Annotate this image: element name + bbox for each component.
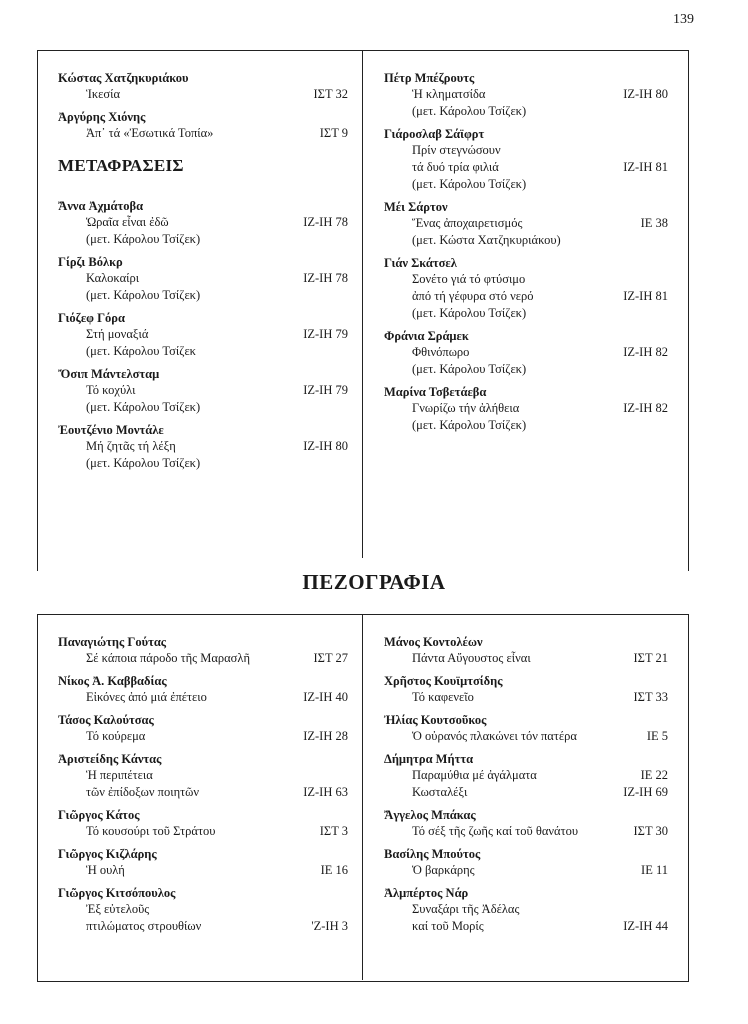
entry-issue-ref: ΙΣΤ 33 — [633, 690, 668, 704]
entry-author: Μαρίνα Τσβετάεβα — [384, 385, 487, 399]
entry-issue-ref: ΙΖ-ΙΗ 63 — [303, 785, 348, 799]
index-entry — [58, 885, 348, 935]
entry-line — [58, 270, 348, 287]
entry-author: Χρῆστος Κουϊμτσίδης — [384, 674, 503, 688]
entry-title: Ἕνας ἀποχαιρετισμός — [412, 216, 523, 230]
entry-line — [58, 689, 348, 706]
entry-author: Φράνια Σράμεκ — [384, 329, 469, 343]
entry-issue-ref: ΙΣΤ 30 — [633, 824, 668, 838]
entry-title: Καλοκαίρι — [86, 271, 140, 285]
entry-title: (μετ. Κάρολου Τσίζεκ) — [86, 456, 201, 470]
entry-line — [384, 215, 668, 232]
entry-line — [58, 862, 348, 879]
entry-author: Τάσος Καλούτσας — [58, 713, 154, 727]
index-entry — [384, 126, 668, 193]
entry-issue-ref: ΙΖ-ΙΗ 40 — [303, 690, 348, 704]
entry-title: Ὡραῖα εἶναι ἐδῶ — [86, 215, 169, 229]
entry-line — [58, 728, 348, 745]
entry-issue-ref: ΙΕ 22 — [640, 768, 668, 782]
entry-title: (μετ. Κάρολου Τσίζεκ) — [412, 362, 527, 376]
entry-title: Σέ κάποια πάροδο τῆς Μαρασλῆ — [86, 651, 251, 665]
entry-line — [384, 344, 668, 361]
index-entry — [384, 384, 668, 434]
index-entry — [384, 70, 668, 120]
bottom-right-column — [384, 634, 668, 941]
index-entry — [384, 807, 668, 840]
entry-line — [58, 784, 348, 801]
translations-heading: ΜΕΤΑΦΡΑΣΕΙΣ — [58, 156, 184, 175]
entry-issue-ref: ΙΖ-ΙΗ 78 — [303, 271, 348, 285]
entry-issue-ref: ΙΣΤ 9 — [319, 126, 348, 140]
index-entry — [384, 885, 668, 935]
entry-line — [58, 823, 348, 840]
entry-line — [58, 455, 348, 472]
entry-issue-ref: ΙΖ-ΙΗ 80 — [303, 439, 348, 453]
entry-line — [58, 86, 348, 103]
prose-heading: ΠΕΖΟΓΡΑΦΙΑ — [302, 570, 446, 594]
poetry-entries-list — [58, 70, 348, 142]
entry-line — [384, 400, 668, 417]
translation-entries-list — [58, 198, 348, 472]
entry-author: Γιῶργος Κάτος — [58, 808, 140, 822]
entry-issue-ref: ΙΖ-ΙΗ 79 — [303, 383, 348, 397]
index-entry — [58, 846, 348, 879]
entry-author: Ἀργύρης Χιόνης — [58, 110, 146, 124]
index-entry — [58, 751, 348, 801]
entry-issue-ref: ΙΣΤ 3 — [319, 824, 348, 838]
entry-line — [384, 823, 668, 840]
entry-title: Ἡ κληματσίδα — [412, 87, 486, 101]
entry-line — [384, 103, 668, 120]
entry-line — [384, 86, 668, 103]
entry-author: Δήμητρα Μήττα — [384, 752, 474, 766]
entry-issue-ref: ΙΖ-ΙΗ 82 — [623, 345, 668, 359]
index-entry — [58, 366, 348, 416]
index-entry — [384, 673, 668, 706]
entry-line — [58, 125, 348, 142]
entry-issue-ref: ΙΣΤ 32 — [313, 87, 348, 101]
entry-line — [58, 214, 348, 231]
entry-line — [384, 728, 668, 745]
entry-title: Τό κούρεμα — [86, 729, 146, 743]
entry-title: πτιλώματος στρουθίων — [86, 919, 202, 933]
entry-title: (μετ. Κάρολου Τσίζεκ) — [412, 306, 527, 320]
bottom-left-column — [58, 634, 348, 941]
entry-author: Ἠλίας Κουτσοῦκος — [384, 713, 487, 727]
entry-title: (μετ. Κάρολου Τσίζεκ) — [412, 104, 527, 118]
entry-line — [384, 650, 668, 667]
entry-author: Γίρζι Βόλκρ — [58, 255, 123, 269]
entry-title: Τό καφενεῖο — [412, 690, 474, 704]
entry-issue-ref: ΙΖ-ΙΗ 78 — [303, 215, 348, 229]
entry-author: Ἄννα Ἀχμάτοβα — [58, 199, 144, 213]
index-entry — [58, 673, 348, 706]
entry-author: Γιῶργος Κιζλάρης — [58, 847, 157, 861]
entry-line — [384, 305, 668, 322]
entry-title: (μετ. Κάρολου Τσίζεκ) — [86, 232, 201, 246]
entry-author: Ὄσιπ Μάντελσταμ — [58, 367, 160, 381]
entry-title: (μετ. Κάρολου Τσίζεκ) — [412, 177, 527, 191]
entry-issue-ref: ΙΖ-ΙΗ 81 — [623, 289, 668, 303]
entry-title: Φθινόπωρο — [412, 345, 470, 359]
entry-line — [384, 689, 668, 706]
entry-line — [58, 901, 348, 918]
entry-title: Ὁ βαρκάρης — [412, 863, 475, 877]
entry-author: Γιάροσλαβ Σάϊφρτ — [384, 127, 485, 141]
entry-issue-ref: ΙΖ-ΙΗ 69 — [623, 785, 668, 799]
entry-issue-ref: ΙΖ-ΙΗ 81 — [623, 160, 668, 174]
entry-author: Ἀριστείδης Κάντας — [58, 752, 162, 766]
entry-issue-ref: ΙΣΤ 27 — [313, 651, 348, 665]
entry-line — [384, 901, 668, 918]
entry-author: Μέι Σάρτον — [384, 200, 448, 214]
entry-line — [58, 918, 348, 935]
page-number: 139 — [673, 12, 694, 27]
entry-line — [384, 767, 668, 784]
entry-title: Ἡ ουλή — [86, 863, 125, 877]
index-entry — [384, 255, 668, 322]
index-entry — [58, 198, 348, 248]
entry-title: Πρίν στεγνώσουν — [412, 143, 501, 157]
entry-line — [58, 231, 348, 248]
entry-title: Ἀπ᾽ τά «Ἐσωτικά Τοπία» — [86, 126, 214, 140]
entry-author: Ἄγγελος Μπάκας — [384, 808, 476, 822]
entry-author: Ἀλμπέρτος Νάρ — [384, 886, 469, 900]
entry-line — [58, 382, 348, 399]
index-entry — [384, 846, 668, 879]
entry-issue-ref: ΙΖ-ΙΗ 79 — [303, 327, 348, 341]
entry-title: (μετ. Κάρολου Τσίζεκ — [86, 344, 196, 358]
entry-title: Παραμύθια μέ ἀγάλματα — [412, 768, 537, 782]
entry-issue-ref: ΙΖ-ΙΗ 28 — [303, 729, 348, 743]
entry-line — [58, 326, 348, 343]
entry-issue-ref: ΙΕ 16 — [320, 863, 348, 877]
entry-line — [384, 232, 668, 249]
entry-title: τῶν ἐπίδοξων ποιητῶν — [86, 785, 200, 799]
entry-line — [58, 650, 348, 667]
entry-issue-ref: ΙΖ-ΙΗ 80 — [623, 87, 668, 101]
entry-line — [384, 176, 668, 193]
entry-issue-ref: 'Ζ-ΙΗ 3 — [311, 919, 348, 933]
top-left-column — [58, 70, 348, 478]
entry-author: Παναγιώτης Γούτας — [58, 635, 167, 649]
entry-author: Γιάν Σκάτσελ — [384, 256, 457, 270]
entry-author: Γιόζεφ Γόρα — [58, 311, 125, 325]
entry-title: Σονέτο γιά τό φτύσιμο — [412, 272, 526, 286]
entry-line — [384, 862, 668, 879]
entry-title: (μετ. Κάρολου Τσίζεκ) — [86, 288, 201, 302]
entry-line — [58, 399, 348, 416]
bottom-column-divider — [362, 614, 363, 980]
index-entry — [58, 70, 348, 103]
entry-line — [384, 918, 668, 935]
index-entry — [58, 109, 348, 142]
entry-author: Νίκος Ἀ. Καββαδίας — [58, 674, 167, 688]
entry-line — [384, 417, 668, 434]
entry-line — [58, 287, 348, 304]
entry-line — [58, 767, 348, 784]
entry-title: Συναξάρι τῆς Ἀδέλας — [412, 902, 520, 916]
entry-author: Κώστας Χατζηκυριάκου — [58, 71, 189, 85]
entry-title: τά δυό τρία φιλιά — [412, 160, 499, 174]
entry-title: (μετ. Κάρολου Τσίζεκ) — [412, 418, 527, 432]
index-entry — [58, 310, 348, 360]
index-entry — [58, 254, 348, 304]
entry-title: (μετ. Κώστα Χατζηκυριάκου) — [412, 233, 561, 247]
entry-line — [384, 159, 668, 176]
entry-title: Ὁ οὐρανός πλακώνει τόν πατέρα — [412, 729, 577, 743]
index-entry — [384, 751, 668, 801]
entry-title: (μετ. Κάρολου Τσίζεκ) — [86, 400, 201, 414]
index-entry — [384, 199, 668, 249]
entry-issue-ref: ΙΣΤ 21 — [633, 651, 668, 665]
entry-line — [384, 784, 668, 801]
top-column-divider — [362, 50, 363, 558]
top-right-column — [384, 70, 668, 440]
entry-author: Ἐουτζένιο Μοντάλε — [58, 423, 164, 437]
entry-title: Τό σέξ τῆς ζωῆς καί τοῦ θανάτου — [412, 824, 579, 838]
entry-author: Βασίλης Μπούτος — [384, 847, 481, 861]
entry-title: Κωσταλέξι — [412, 785, 468, 799]
entry-title: ἀπό τή γέφυρα στό νερό — [412, 289, 534, 303]
entry-title: καί τοῦ Μορίς — [412, 919, 484, 933]
entry-line — [384, 361, 668, 378]
entry-author: Πέτρ Μπέζρουτς — [384, 71, 475, 85]
index-entry — [58, 807, 348, 840]
entry-line — [58, 438, 348, 455]
entry-line — [384, 288, 668, 305]
entry-line — [384, 142, 668, 159]
entry-title: Τό κουσούρι τοῦ Στράτου — [86, 824, 216, 838]
entry-title: Μή ζητᾶς τή λέξη — [86, 439, 176, 453]
entry-line — [58, 343, 348, 360]
entry-title: Ἐξ εὐτελοῦς — [86, 902, 150, 916]
index-entry — [384, 712, 668, 745]
index-entry — [384, 634, 668, 667]
entry-issue-ref: ΙΖ-ΙΗ 44 — [623, 919, 668, 933]
entry-title: Ἡ περιπέτεια — [86, 768, 153, 782]
entry-title: Ἱκεσία — [86, 87, 121, 101]
index-entry — [58, 422, 348, 472]
entry-author: Μάνος Κοντολέων — [384, 635, 483, 649]
entry-title: Τό κοχύλι — [86, 383, 136, 397]
entry-title: Γνωρίζω τήν ἀλήθεια — [412, 401, 520, 415]
entry-title: Πάντα Αὔγουστος εἶναι — [412, 651, 531, 665]
index-entry — [58, 712, 348, 745]
entry-author: Γιῶργος Κιτσόπουλος — [58, 886, 176, 900]
entry-issue-ref: ΙΕ 5 — [646, 729, 668, 743]
entry-issue-ref: ΙΕ 11 — [641, 863, 668, 877]
entry-issue-ref: ΙΕ 38 — [640, 216, 668, 230]
index-entry — [58, 634, 348, 667]
entry-line — [384, 271, 668, 288]
entry-issue-ref: ΙΖ-ΙΗ 82 — [623, 401, 668, 415]
index-entry — [384, 328, 668, 378]
entry-title: Στή μοναξιά — [86, 327, 149, 341]
entry-title: Εἰκόνες ἀπό μιά ἐπέτειο — [86, 690, 207, 704]
